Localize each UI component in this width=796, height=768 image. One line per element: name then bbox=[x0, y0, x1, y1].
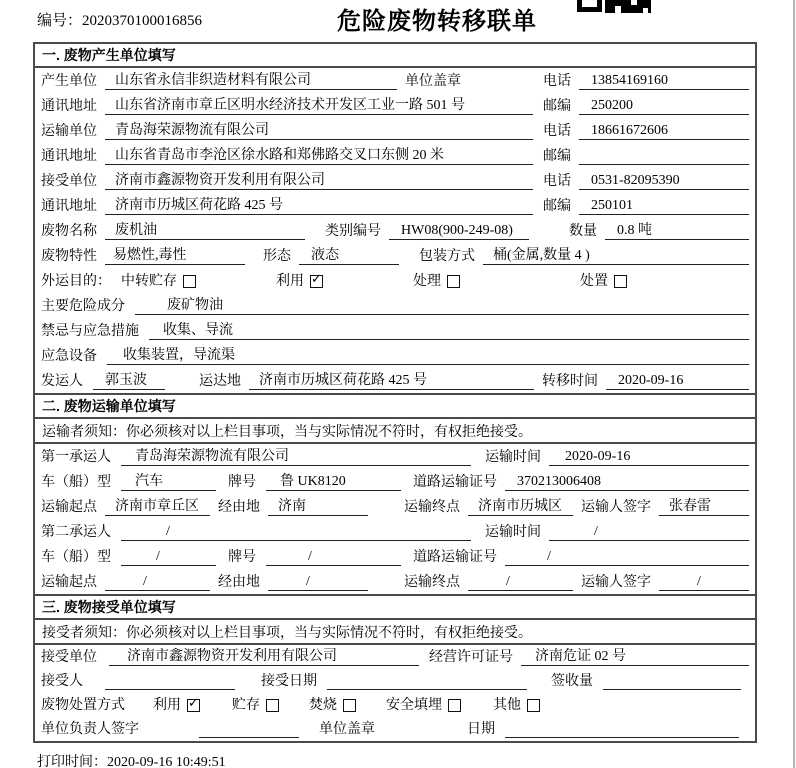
route2-row bbox=[35, 569, 755, 594]
accept-unit-row bbox=[35, 645, 755, 669]
page-title: 危险废物转移联单 bbox=[337, 8, 537, 35]
address-label: 通讯地址 bbox=[41, 99, 97, 114]
transport-time-value: 2020-09-16 bbox=[549, 449, 749, 466]
company-seal-label: 单位盖章 bbox=[319, 722, 375, 737]
carrier1-row bbox=[35, 444, 755, 469]
purpose-row bbox=[35, 268, 755, 293]
character-label: 废物特性 bbox=[41, 249, 97, 264]
carrier-sign-value: / bbox=[659, 574, 749, 591]
waste-character-row bbox=[35, 243, 755, 268]
carrier-sign-label: 运输人签字 bbox=[581, 575, 651, 590]
purpose-option-label: 处理 bbox=[413, 274, 441, 289]
date-label: 日期 bbox=[467, 722, 495, 737]
vehicle2-row bbox=[35, 544, 755, 569]
form-value: 液态 bbox=[299, 244, 399, 265]
plate-value: 鲁 UK8120 bbox=[266, 470, 401, 491]
receiver-notice: 接受者须知：你必须核对以上栏目事项，当与实际情况不符时，有权拒绝接受。 bbox=[35, 620, 755, 645]
carrier1-value: 青岛海荣源物流有限公司 bbox=[121, 445, 471, 466]
origin-value: / bbox=[105, 574, 210, 591]
page-edge-scrollbar[interactable] bbox=[793, 0, 795, 768]
utilize-checkbox[interactable] bbox=[187, 699, 200, 712]
landfill-checkbox[interactable] bbox=[448, 699, 461, 712]
transporter-notice: 运输者须知：你必须核对以上栏目事项，当与实际情况不符时，有权拒绝接受。 bbox=[35, 419, 755, 444]
disposal-checkbox[interactable] bbox=[614, 275, 627, 288]
print-time-line bbox=[37, 751, 226, 768]
category-label: 类别编号 bbox=[325, 224, 381, 239]
carrier2-label: 第二承运人 bbox=[41, 525, 111, 540]
shipper-value: 郭玉波 bbox=[93, 369, 165, 390]
accept-unit-label: 接受单位 bbox=[41, 650, 97, 665]
other-checkbox[interactable] bbox=[527, 699, 540, 712]
print-time-label: 打印时间： bbox=[37, 755, 107, 768]
receiver-value: 济南市鑫源物资开发利用有限公司 bbox=[105, 169, 533, 190]
waste-name-label: 废物名称 bbox=[41, 224, 97, 239]
endpoint-label: 运输终点 bbox=[404, 575, 460, 590]
vehicle1-row bbox=[35, 469, 755, 494]
road-license-label: 道路运输证号 bbox=[413, 475, 497, 490]
purpose-option-label: 处置 bbox=[580, 274, 608, 289]
taboo-value: 收集、导流 bbox=[149, 319, 749, 340]
company-seal-label: 单位盖章 bbox=[405, 74, 461, 89]
receiver-label: 接受单位 bbox=[41, 174, 97, 189]
date-value-blank bbox=[505, 721, 739, 738]
via-value: 济南 bbox=[268, 495, 368, 516]
zip-value: 250200 bbox=[579, 98, 749, 115]
serial-label: 编号： bbox=[37, 13, 83, 29]
phone-label: 电话 bbox=[543, 124, 571, 139]
disposal-option-label: 利用 bbox=[153, 698, 181, 713]
responsible-row bbox=[35, 717, 755, 741]
qr-code-fragment-icon bbox=[577, 0, 655, 13]
carrier1-label: 第一承运人 bbox=[41, 450, 111, 465]
phone-value: 0531-82095390 bbox=[579, 173, 749, 190]
generator-row bbox=[35, 68, 755, 93]
section1-title: 一. 废物产生单位填写 bbox=[35, 44, 755, 68]
treatment-checkbox[interactable] bbox=[447, 275, 460, 288]
serial-number-line bbox=[37, 9, 202, 30]
zip-value: 250101 bbox=[579, 198, 749, 215]
disposal-method-label: 废物处置方式 bbox=[41, 698, 125, 713]
phone-label: 电话 bbox=[543, 74, 571, 89]
shipper-label: 发运人 bbox=[41, 374, 83, 389]
address-value: 山东省青岛市李沧区徐水路和郑佛路交叉口东侧 20 米 bbox=[105, 144, 533, 165]
zip-label: 邮编 bbox=[543, 99, 571, 114]
print-time-value: 2020-09-16 10:49:51 bbox=[107, 755, 226, 768]
destination-label: 运达地 bbox=[199, 374, 241, 389]
phone-label: 电话 bbox=[543, 174, 571, 189]
via-label: 经由地 bbox=[218, 575, 260, 590]
section3-title: 三. 废物接受单位填写 bbox=[35, 594, 755, 620]
transporter-label: 运输单位 bbox=[41, 124, 97, 139]
phone-value: 13854169160 bbox=[579, 73, 749, 90]
vehicle-type-label: 车（船）型 bbox=[41, 475, 111, 490]
carrier-sign-value: 张春雷 bbox=[659, 495, 749, 516]
receiver-address-row bbox=[35, 193, 755, 218]
disposal-option-label: 安全填埋 bbox=[386, 698, 442, 713]
purpose-option-label: 利用 bbox=[276, 274, 304, 289]
category-value: HW08(900-249-08) bbox=[389, 223, 529, 240]
address-label: 通讯地址 bbox=[41, 149, 97, 164]
plate-label: 牌号 bbox=[228, 550, 256, 565]
transporter-address-row bbox=[35, 143, 755, 168]
disposal-option-label: 其他 bbox=[493, 698, 521, 713]
zip-label: 邮编 bbox=[543, 149, 571, 164]
permit-label: 经营许可证号 bbox=[429, 650, 513, 665]
equipment-label: 应急设备 bbox=[41, 349, 97, 364]
manifest-form bbox=[33, 42, 757, 743]
transfer-time-label: 转移时间 bbox=[542, 374, 598, 389]
section2-title: 二. 废物运输单位填写 bbox=[35, 393, 755, 419]
road-license-value: / bbox=[505, 549, 749, 566]
zip-value-blank bbox=[579, 148, 749, 165]
road-license-label: 道路运输证号 bbox=[413, 550, 497, 565]
packing-value: 桶(金属,数量 4 ) bbox=[483, 244, 749, 265]
plate-label: 牌号 bbox=[228, 475, 256, 490]
transport-time-label: 运输时间 bbox=[485, 450, 541, 465]
transport-time-value: / bbox=[549, 524, 749, 541]
accept-date-label: 接受日期 bbox=[261, 674, 317, 689]
route1-row bbox=[35, 494, 755, 519]
acceptor-label: 接受人 bbox=[41, 674, 83, 689]
equipment-row bbox=[35, 343, 755, 368]
hazard-label: 主要危险成分 bbox=[41, 299, 125, 314]
destination-value: 济南市历城区荷花路 425 号 bbox=[249, 369, 534, 390]
generator-value: 山东省永信非织造材料有限公司 bbox=[105, 69, 397, 90]
road-license-value: 370213006408 bbox=[505, 474, 749, 491]
receiver-row bbox=[35, 168, 755, 193]
form-label: 形态 bbox=[263, 249, 291, 264]
responsible-sign-value-blank bbox=[199, 721, 299, 738]
shipper-row bbox=[35, 368, 755, 393]
address-value: 山东省济南市章丘区明水经济技术开发区工业一路 501 号 bbox=[105, 94, 533, 115]
permit-value: 济南危证 02 号 bbox=[521, 645, 749, 666]
carrier2-row bbox=[35, 519, 755, 544]
transporter-row bbox=[35, 118, 755, 143]
generator-label: 产生单位 bbox=[41, 74, 97, 89]
disposal-option-label: 贮存 bbox=[232, 698, 260, 713]
address-label: 通讯地址 bbox=[41, 199, 97, 214]
hazard-row bbox=[35, 293, 755, 318]
accept-unit-value: 济南市鑫源物资开发利用有限公司 bbox=[109, 645, 419, 666]
vehicle-type-value: / bbox=[121, 549, 216, 566]
endpoint-value: / bbox=[468, 574, 573, 591]
zip-label: 邮编 bbox=[543, 199, 571, 214]
generator-address-row bbox=[35, 93, 755, 118]
transporter-value: 青岛海荣源物流有限公司 bbox=[105, 119, 533, 140]
taboo-label: 禁忌与应急措施 bbox=[41, 324, 139, 339]
vehicle-type-label: 车（船）型 bbox=[41, 550, 111, 565]
vehicle-type-value: 汽车 bbox=[121, 470, 216, 491]
plate-value: / bbox=[266, 549, 401, 566]
acceptor-row bbox=[35, 669, 755, 693]
responsible-sign-label: 单位负责人签字 bbox=[41, 722, 139, 737]
via-value: / bbox=[268, 574, 368, 591]
origin-label: 运输起点 bbox=[41, 500, 97, 515]
packing-label: 包装方式 bbox=[419, 249, 475, 264]
equipment-value: 收集装置，导流渠 bbox=[107, 344, 749, 365]
origin-value: 济南市章丘区 bbox=[105, 495, 210, 516]
quantity-label: 数量 bbox=[569, 224, 597, 239]
transfer-time-value: 2020-09-16 bbox=[606, 373, 749, 390]
quantity-value: 0.8 吨 bbox=[605, 219, 749, 240]
via-label: 经由地 bbox=[218, 500, 260, 515]
transfer-storage-checkbox[interactable] bbox=[183, 275, 196, 288]
endpoint-label: 运输终点 bbox=[404, 500, 460, 515]
carrier-sign-label: 运输人签字 bbox=[581, 500, 651, 515]
waste-name-row bbox=[35, 218, 755, 243]
storage-checkbox[interactable] bbox=[266, 699, 279, 712]
carrier2-value: / bbox=[121, 524, 471, 541]
received-qty-label: 签收量 bbox=[551, 674, 593, 689]
address-value: 济南市历城区荷花路 425 号 bbox=[105, 194, 533, 215]
utilize-checkbox[interactable] bbox=[310, 275, 323, 288]
received-qty-value-blank bbox=[603, 673, 741, 690]
phone-value: 18661672606 bbox=[579, 123, 749, 140]
transport-time-label: 运输时间 bbox=[485, 525, 541, 540]
disposal-method-row bbox=[35, 693, 755, 717]
accept-date-value-blank bbox=[327, 673, 527, 690]
endpoint-value: 济南市历城区 bbox=[468, 495, 573, 516]
hazard-value: 废矿物油 bbox=[135, 294, 749, 315]
incinerate-checkbox[interactable] bbox=[343, 699, 356, 712]
taboo-row bbox=[35, 318, 755, 343]
origin-label: 运输起点 bbox=[41, 575, 97, 590]
acceptor-value-blank bbox=[105, 673, 235, 690]
purpose-option-label: 中转贮存 bbox=[121, 274, 177, 289]
purpose-label: 外运目的： bbox=[41, 274, 111, 289]
disposal-option-label: 焚烧 bbox=[309, 698, 337, 713]
character-value: 易燃性,毒性 bbox=[105, 244, 245, 265]
serial-number: 2020370100016856 bbox=[82, 13, 203, 29]
waste-name-value: 废机油 bbox=[105, 219, 305, 240]
